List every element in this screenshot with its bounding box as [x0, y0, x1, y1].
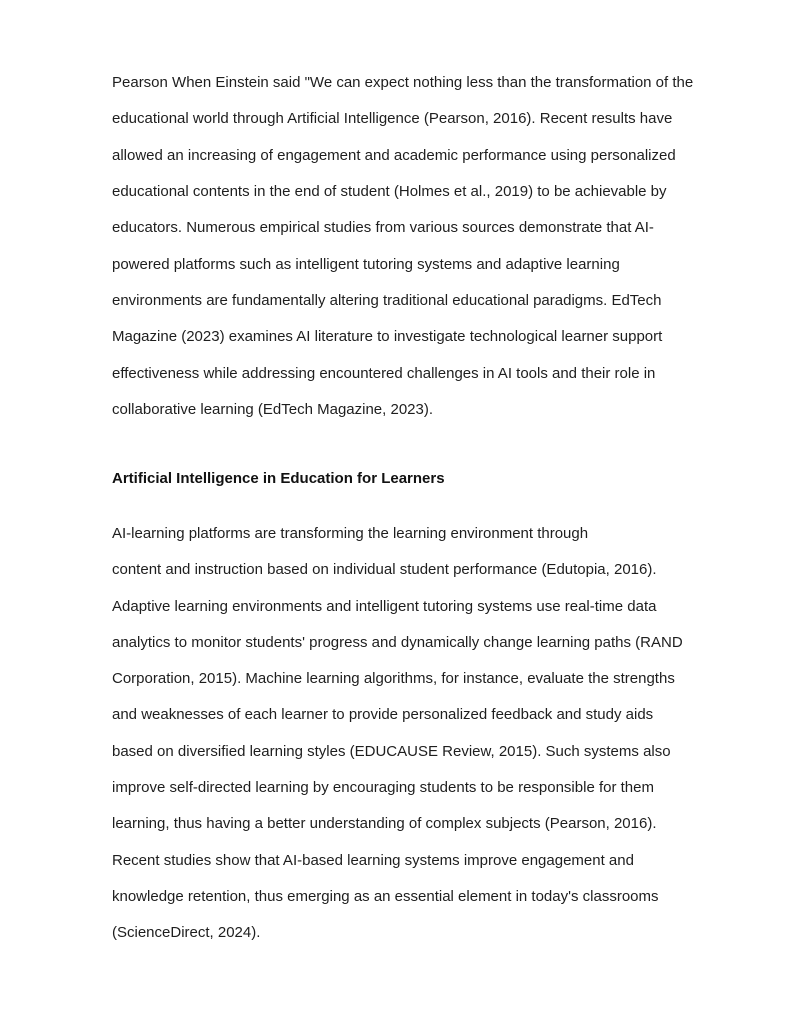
text-line: environments are fundamentally altering traditional educational paradigms. EdTech: [112, 292, 662, 309]
text-line: Adaptive learning environments and intelligent tutoring systems use real-time data: [112, 598, 657, 615]
text-line: learning, thus having a better understanding of complex subjects (Pearson, 2016).: [112, 815, 657, 832]
section-heading: Artificial Intelligence in Education for Learners: [112, 470, 445, 487]
text-line: based on diversified learning styles (EDUCAUSE Review, 2015). Such systems also: [112, 743, 671, 760]
text-line: powered platforms such as intelligent tutoring systems and adaptive learning: [112, 256, 620, 273]
text-line: educational world through Artificial Intelligence (Pearson, 2016). Recent results have: [112, 110, 673, 127]
text-line: and weaknesses of each learner to provide personalized feedback and study aids: [112, 706, 654, 723]
text-line: improve self-directed learning by encouraging students to be responsible for them: [112, 779, 654, 796]
text-line: (ScienceDirect, 2024).: [112, 924, 261, 941]
text-line: allowed an increasing of engagement and academic performance using personalized: [112, 147, 676, 164]
text-line: educational contents in the end of student (Holmes et al., 2019) to be achievable by: [112, 183, 667, 200]
text-line: analytics to monitor students' progress and dynamically change learning paths (RAND: [112, 634, 683, 651]
text-line: Corporation, 2015). Machine learning algorithms, for instance, evaluate the strengths: [112, 670, 675, 687]
text-line: Magazine (2023) examines AI literature to investigate technological learner support: [112, 328, 663, 345]
text-line: Recent studies show that AI-based learning systems improve engagement and: [112, 852, 634, 869]
text-line: collaborative learning (EdTech Magazine, 2023).: [112, 401, 434, 418]
text-line: knowledge retention, thus emerging as an essential element in today's classrooms: [112, 888, 659, 905]
text-line: AI-learning platforms are transforming the learning environment through: [112, 525, 589, 542]
text-line: educators. Numerous empirical studies from various sources demonstrate that AI-: [112, 219, 654, 236]
text-line: effectiveness while addressing encountered challenges in AI tools and their role in: [112, 365, 656, 382]
text-line: Pearson When Einstein said "We can expect nothing less than the transformation of the: [112, 74, 694, 91]
text-line: content and instruction based on individual student performance (Edutopia, 2016).: [112, 561, 657, 578]
